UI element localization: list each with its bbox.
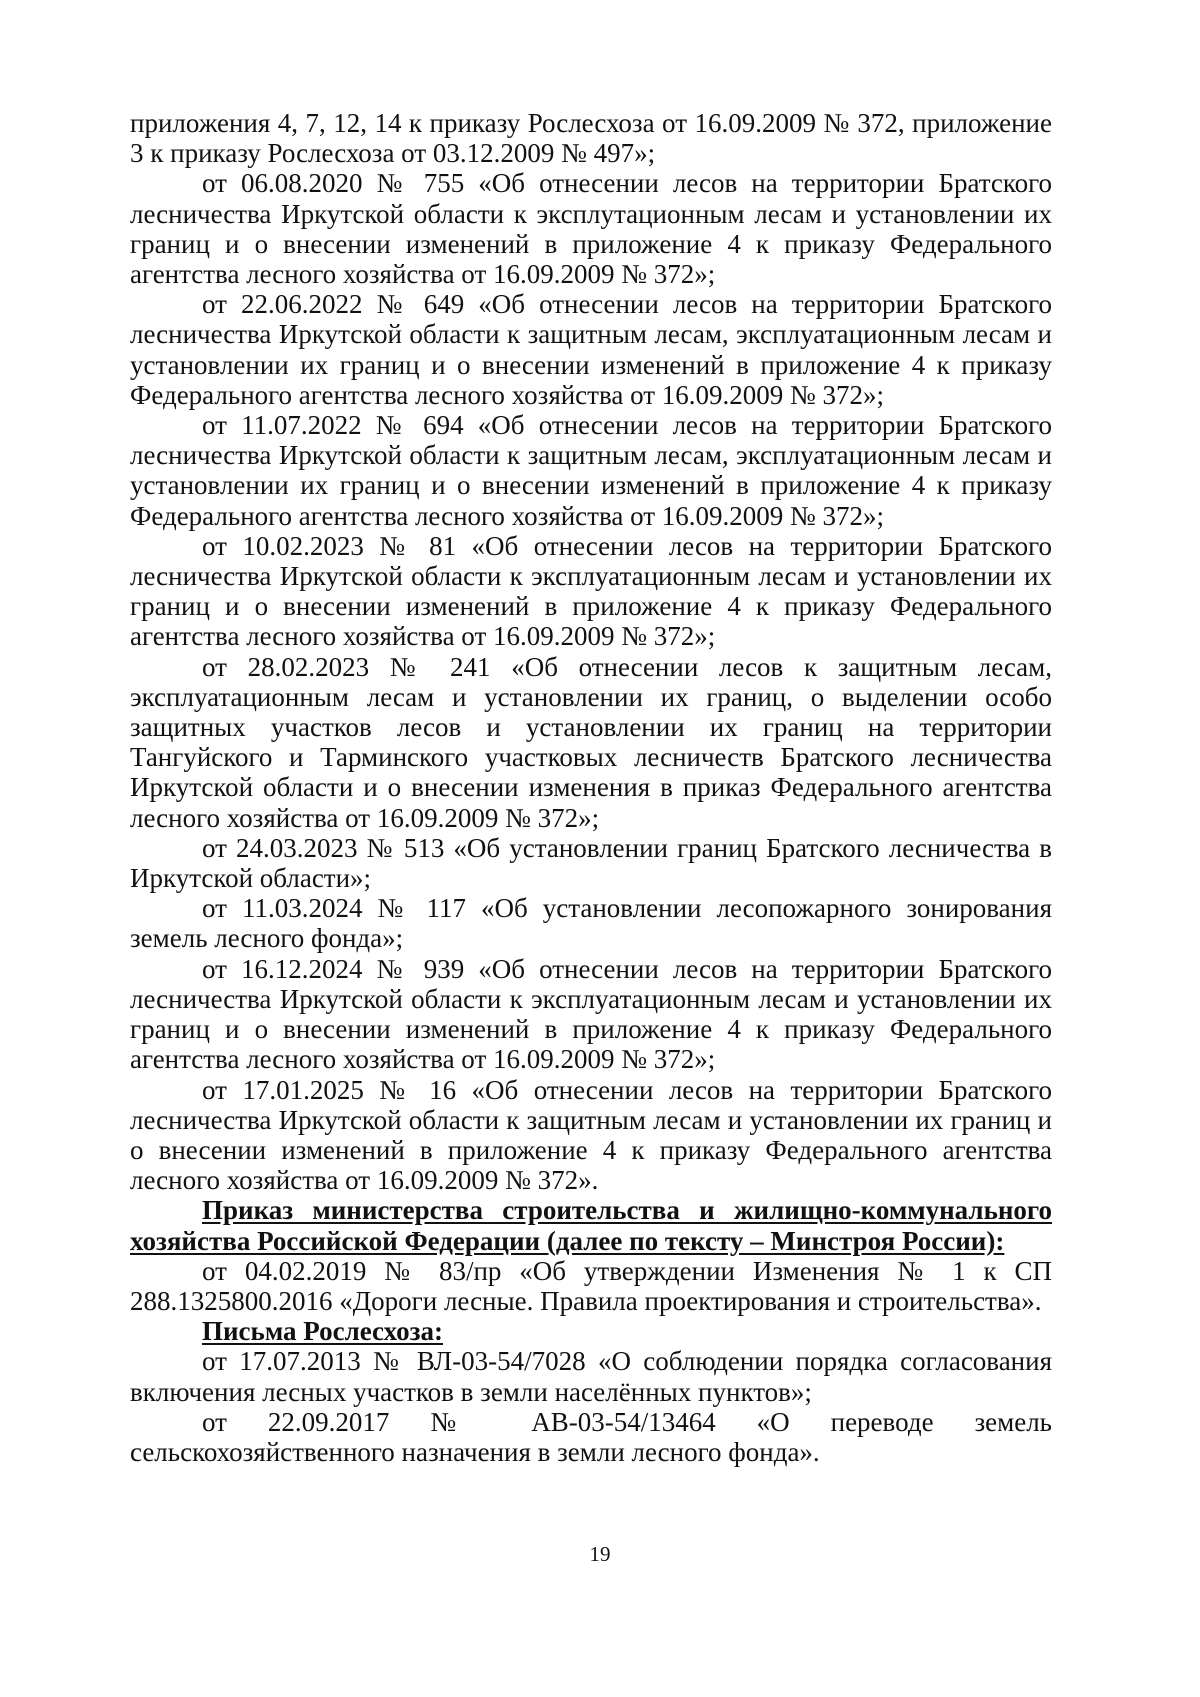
order-item: от 10.02.2023 № 81 «Об отнесении лесов на территории Братского лесничества Иркутской области к эксплуатационным лесам и установлении их границ и о внесении изменений в приложение 4 к приказу Федерального агентства лесного хозяйства от 16.09.2009 № 372»; xyxy=(130,530,1052,652)
order-item: от 06.08.2020 № 755 «Об отнесении лесов на территории Братского лесничества Иркутской области к эксплутационным лесам и установлении их границ и о внесении изменений в приложение 4 к приказу Федерального агентства лесного хозяйства от 16.09.2009 № 372»; xyxy=(130,168,1052,290)
order-item: от 11.07.2022 № 694 «Об отнесении лесов на территории Братского лесничества Иркутской области к защитным лесам, эксплуатационным лесам и установлении их границ и о внесении изменений в приложение 4 к приказу Федерального агентства лесного хозяйства от 16.09.2009 № 372»; xyxy=(130,410,1052,531)
page-number: 19 xyxy=(589,1542,611,1566)
document-page xyxy=(130,108,1052,1467)
intro-continuation: приложения 4, 7, 12, 14 к приказу Рослесхоза от 16.09.2009 № 372, приложение 3 к приказу Рослесхоза от 03.12.2009 № 497»; xyxy=(130,108,1052,169)
order-item: от 22.06.2022 № 649 «Об отнесении лесов на территории Братского лесничества Иркутской области к защитным лесам, эксплуатационным лесам и установлении их границ и о внесении изменений в приложение 4 к приказу Федерального агентства лесного хозяйства от 16.09.2009 № 372»; xyxy=(130,289,1052,410)
minstroy-heading: Приказ министерства строительства и жилищно-коммунального хозяйства Российской Федерации (далее по тексту – Минстроя России): xyxy=(130,1195,1052,1256)
letters-heading: Письма Рослесхоза: xyxy=(202,1316,443,1347)
minstroy-order-item: от 04.02.2019 № 83/пр «Об утверждении Изменения № 1 к СП 288.1325800.2016 «Дороги лесные. Правила проектирования и строительства». xyxy=(130,1255,1052,1316)
letter-item: от 22.09.2017 № АВ-03-54/13464 «О переводе земель сельскохозяйственного назначения в земли лесного фонда». xyxy=(130,1406,1052,1467)
order-item: от 11.03.2024 № 117 «Об установлении лесопожарного зонирования земель лесного фонда»; xyxy=(130,893,1052,954)
order-item: от 17.01.2025 № 16 «Об отнесении лесов на территории Братского лесничества Иркутской области к защитным лесам и установлении их границ и о внесении изменений в приложение 4 к приказу Федерального агентства лесного хозяйства от 16.09.2009 № 372». xyxy=(130,1074,1052,1196)
order-item: от 24.03.2023 № 513 «Об установлении границ Братского лесничества в Иркутской области»; xyxy=(130,832,1052,894)
letter-item: от 17.07.2013 № ВЛ-03-54/7028 «О соблюдении порядка согласования включения лесных участков в земли населённых пунктов»; xyxy=(130,1346,1052,1407)
order-item: от 16.12.2024 № 939 «Об отнесении лесов на территории Братского лесничества Иркутской области к эксплуатационным лесам и установлении их границ и о внесении изменений в приложение 4 к приказу Федерального агентства лесного хозяйства от 16.09.2009 № 372»; xyxy=(130,953,1052,1075)
order-item: от 28.02.2023 № 241 «Об отнесении лесов к защитным лесам, эксплуатационным лесам и установлении их границ, о выделении особо защитных участков лесов и установлении их границ на территории Тангуйского и Тарминского участковых лесничеств Братского лесничества Иркутской области и о внесении изменения в приказ Федерального агентства лесного хозяйства от 16.09.2009 № 372»; xyxy=(130,651,1052,833)
